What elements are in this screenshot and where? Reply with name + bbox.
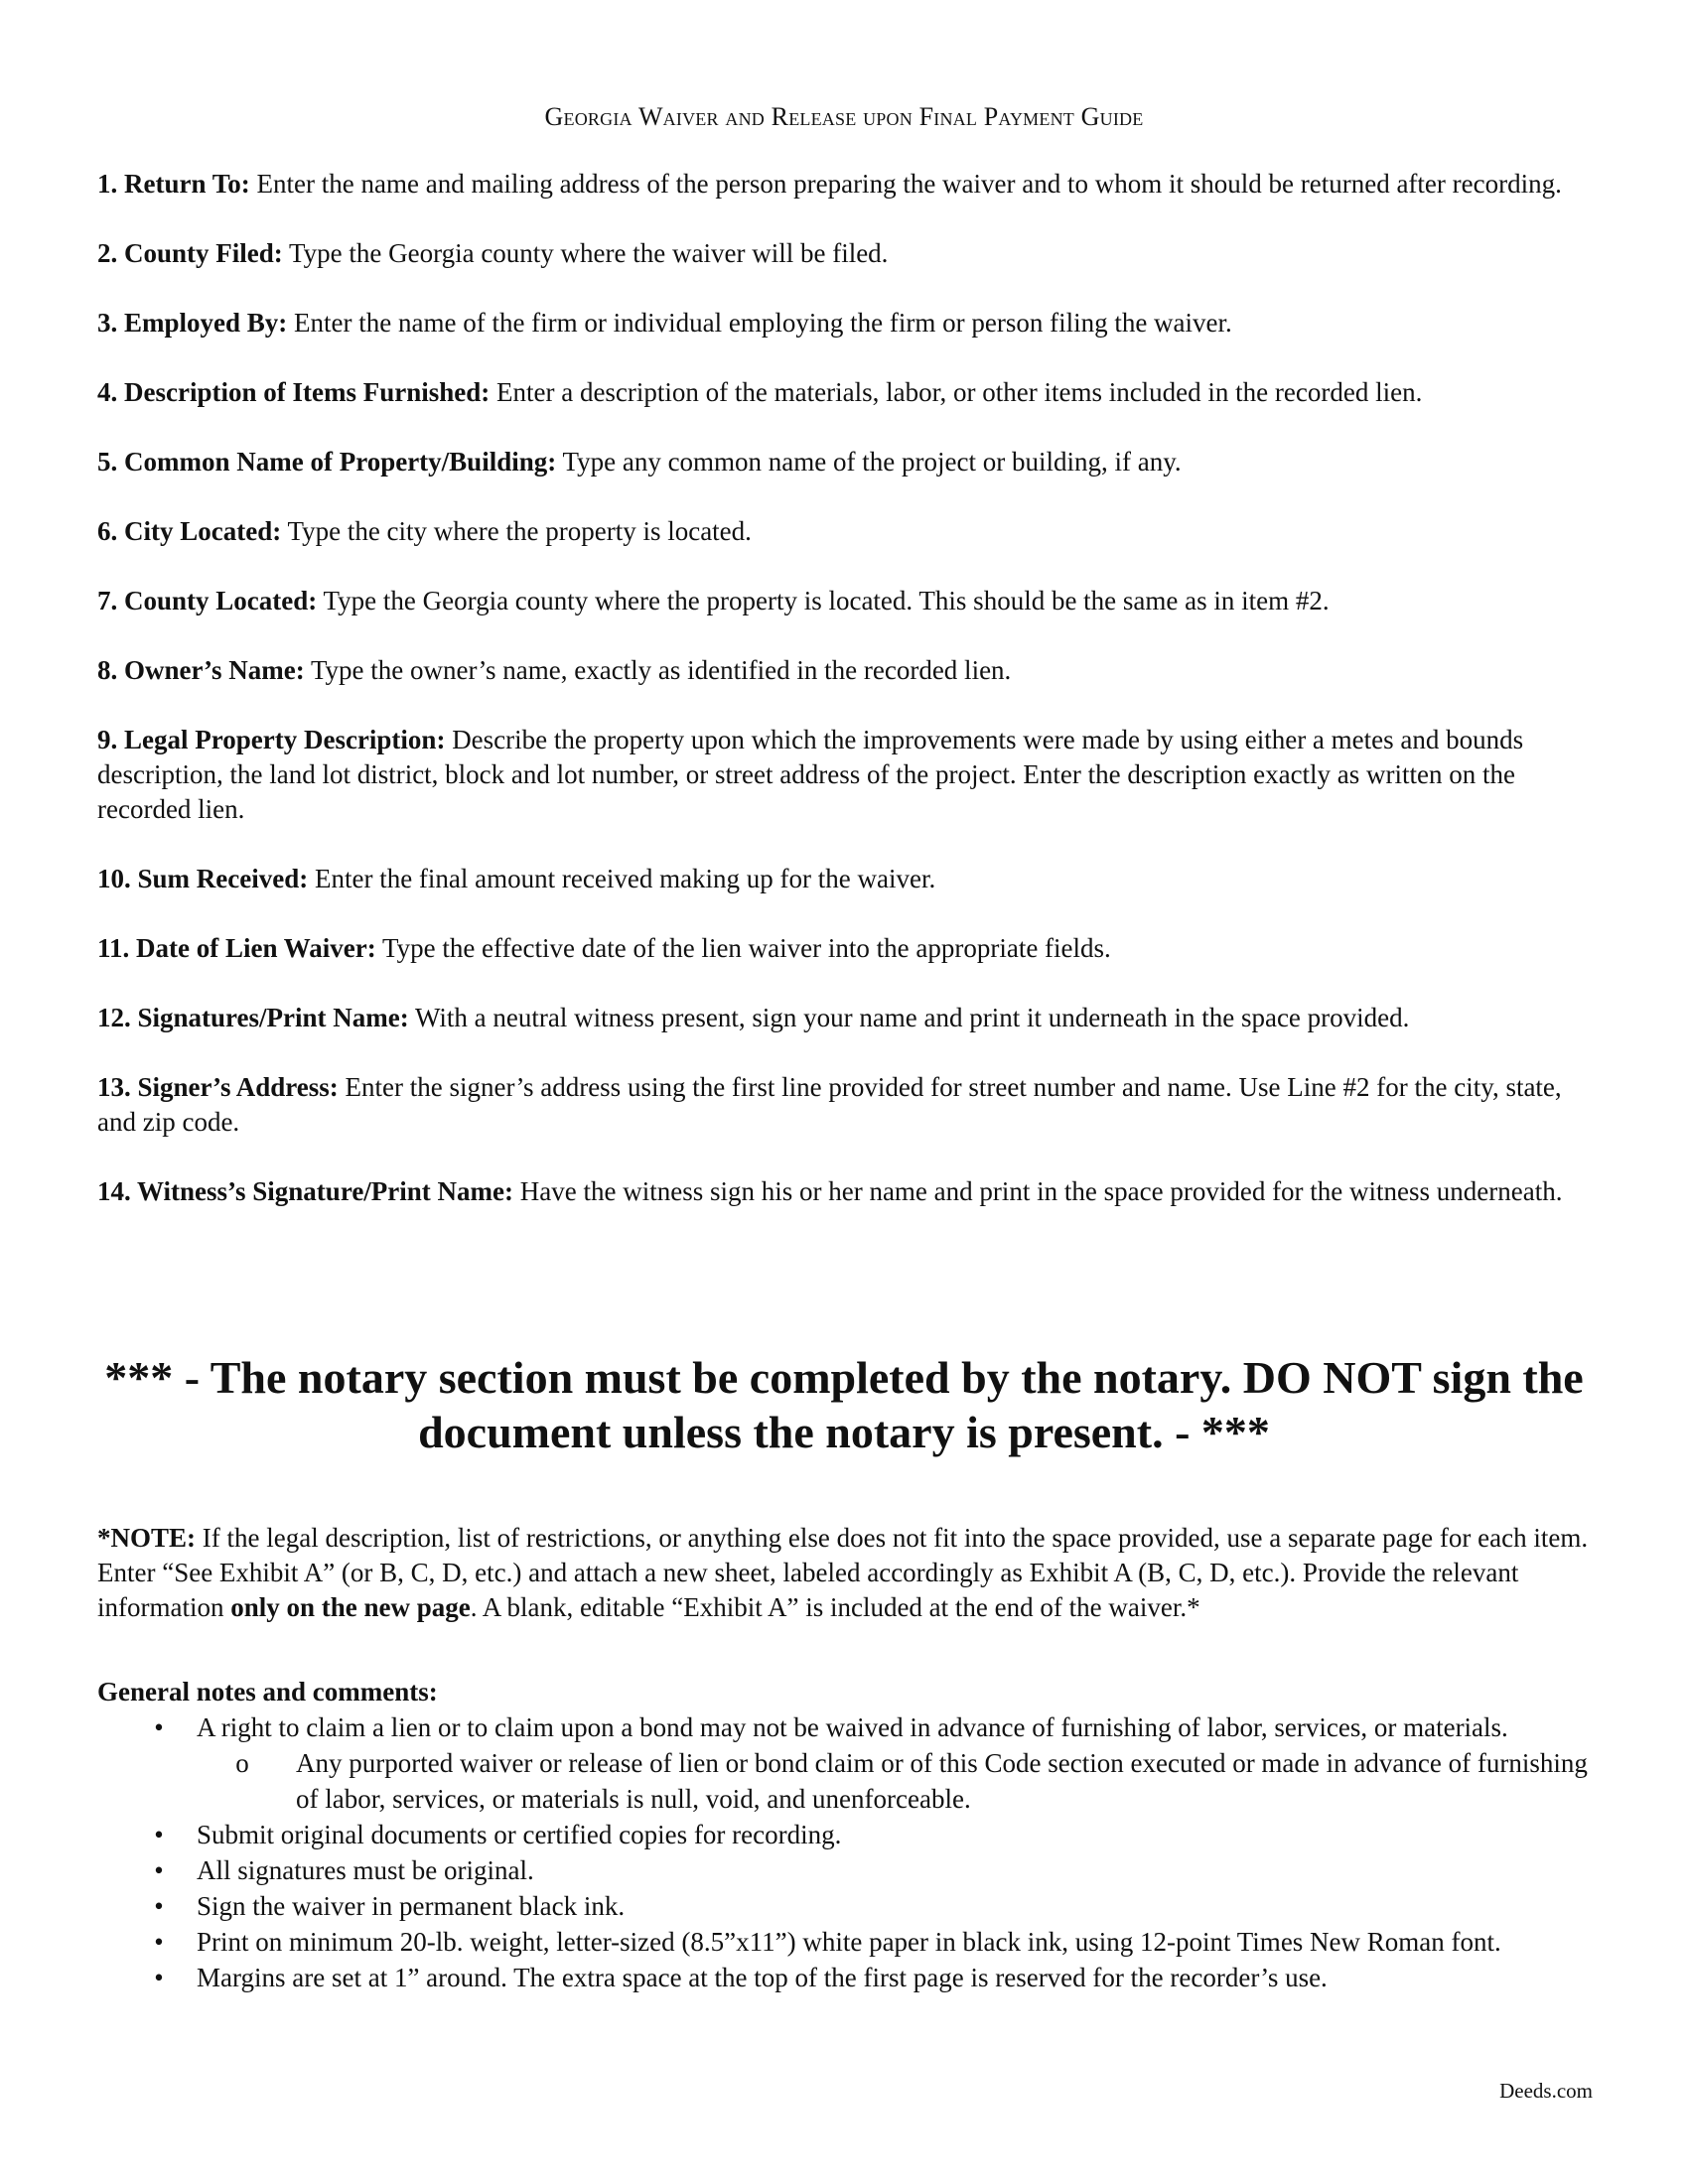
bullet-icon: • — [154, 1820, 164, 1849]
instruction-item — [97, 306, 1597, 341]
instruction-item — [97, 236, 1597, 271]
item-text: With a neutral witness present, sign your name and print it underneath in the space provided. — [408, 1003, 1410, 1032]
bullet-icon: • — [154, 1855, 164, 1885]
item-label: 11. Date of Lien Waiver: — [97, 933, 376, 963]
general-notes — [97, 1674, 1597, 1995]
item-text: Enter the name and mailing address of the person preparing the waiver and to whom it should be returned after recording. — [249, 169, 1562, 199]
item-text: Enter the signer’s address using the first line provided for street number and name. Use Line #2 for the city, state, and zip code. — [97, 1072, 1562, 1137]
bullet-text: Sign the waiver in permanent black ink. — [197, 1891, 626, 1921]
item-label: 4. Description of Items Furnished: — [97, 377, 491, 407]
item-text: Type the Georgia county where the waiver will be filed. — [282, 238, 889, 268]
footer-brand: Deeds.com — [1499, 2079, 1593, 2103]
item-text: Type the owner’s name, exactly as identified in the recorded lien. — [304, 655, 1012, 685]
instruction-item — [97, 584, 1597, 618]
instruction-item — [97, 723, 1597, 827]
item-text: Type any common name of the project or building, if any. — [556, 447, 1182, 477]
general-notes-list — [97, 1709, 1597, 1995]
item-text: Enter a description of the materials, labor, or other items included in the recorded lien. — [490, 377, 1423, 407]
bullet-text: Print on minimum 20-lb. weight, letter-sized (8.5”x11”) white paper in black ink, using 12-point Times New Roman font. — [197, 1927, 1501, 1957]
list-item — [97, 1960, 1597, 1995]
item-label: 13. Signer’s Address: — [97, 1072, 339, 1102]
bullet-text: All signatures must be original. — [197, 1855, 534, 1885]
note-label: *NOTE: — [97, 1523, 197, 1553]
item-label: 3. Employed By: — [97, 308, 288, 338]
exhibit-note — [97, 1521, 1597, 1625]
instruction-item — [97, 445, 1597, 479]
bullet-text: Submit original documents or certified copies for recording. — [197, 1820, 842, 1849]
item-text: Type the city where the property is located. — [281, 516, 752, 546]
instruction-item — [97, 1070, 1597, 1140]
item-text: Enter the final amount received making up for the waiver. — [308, 864, 936, 893]
bullet-text: Margins are set at 1” around. The extra space at the top of the first page is reserved for the recorder’s use. — [197, 1963, 1328, 1992]
item-label: 7. County Located: — [97, 586, 318, 615]
bullet-icon: • — [154, 1927, 164, 1957]
item-label: 2. County Filed: — [97, 238, 283, 268]
instruction-item — [97, 931, 1597, 966]
instruction-item — [97, 1001, 1597, 1035]
item-label: 12. Signatures/Print Name: — [97, 1003, 409, 1032]
list-item — [97, 1888, 1597, 1924]
note-text-end: . A blank, editable “Exhibit A” is included at the end of the waiver.* — [470, 1592, 1200, 1622]
instruction-item — [97, 1174, 1597, 1209]
item-text: Type the Georgia county where the property is located. This should be the same as in item #2. — [317, 586, 1330, 615]
item-label: 6. City Located: — [97, 516, 282, 546]
instruction-item — [97, 862, 1597, 896]
item-label: 8. Owner’s Name: — [97, 655, 305, 685]
item-label: 14. Witness’s Signature/Print Name: — [97, 1176, 514, 1206]
list-item — [97, 1924, 1597, 1960]
document-title: Georgia Waiver and Release upon Final Payment Guide — [544, 102, 1144, 131]
bullet-text: A right to claim a lien or to claim upon a bond may not be waived in advance of furnishing of labor, services, or materials. — [197, 1712, 1508, 1742]
item-text: Have the witness sign his or her name and print in the space provided for the witness underneath. — [513, 1176, 1563, 1206]
sub-list-item — [97, 1745, 1597, 1817]
instruction-list — [97, 167, 1597, 1244]
note-text: If the legal description, list of restrictions, or anything else does not fit into the space provided, use a separate page for each item. Enter “See Exhibit A” (or B, C, D, etc.) and attach a new sheet, labeled accordingly as Exhibit A (B, C, D, etc.). Provide the relevant information — [97, 1523, 1589, 1622]
item-text: Describe the property upon which the improvements were made by using either a metes and bounds description, the land lot district, block and lot number, or street address of the project. Enter the description exactly as written on the recorded lien. — [97, 725, 1524, 824]
item-text: Type the effective date of the lien waiver into the appropriate fields. — [375, 933, 1111, 963]
bullet-icon: • — [154, 1891, 164, 1921]
sub-list — [197, 1745, 1597, 1817]
list-item — [97, 1709, 1597, 1817]
instruction-item — [97, 167, 1597, 202]
item-label: 10. Sum Received: — [97, 864, 309, 893]
notary-warning: *** - The notary section must be completed by the notary. DO NOT sign the document unless the notary is present. - *** — [104, 1352, 1584, 1457]
general-notes-heading: General notes and comments: — [97, 1677, 438, 1706]
instruction-item — [97, 375, 1597, 410]
instruction-item — [97, 653, 1597, 688]
item-label: 9. Legal Property Description: — [97, 725, 446, 754]
circle-bullet-icon: o — [235, 1748, 249, 1778]
list-item — [97, 1817, 1597, 1852]
sub-bullet-text: Any purported waiver or release of lien or bond claim or of this Code section executed or made in advance of furnishing of labor, services, or materials is null, void, and unenforceable. — [296, 1748, 1588, 1814]
instruction-item — [97, 514, 1597, 549]
item-text: Enter the name of the firm or individual employing the firm or person filing the waiver. — [287, 308, 1232, 338]
bullet-icon: • — [154, 1712, 164, 1742]
list-item — [97, 1852, 1597, 1888]
item-label: 1. Return To: — [97, 169, 250, 199]
bullet-icon: • — [154, 1963, 164, 1992]
item-label: 5. Common Name of Property/Building: — [97, 447, 557, 477]
note-emphasis: only on the new page — [230, 1592, 471, 1622]
